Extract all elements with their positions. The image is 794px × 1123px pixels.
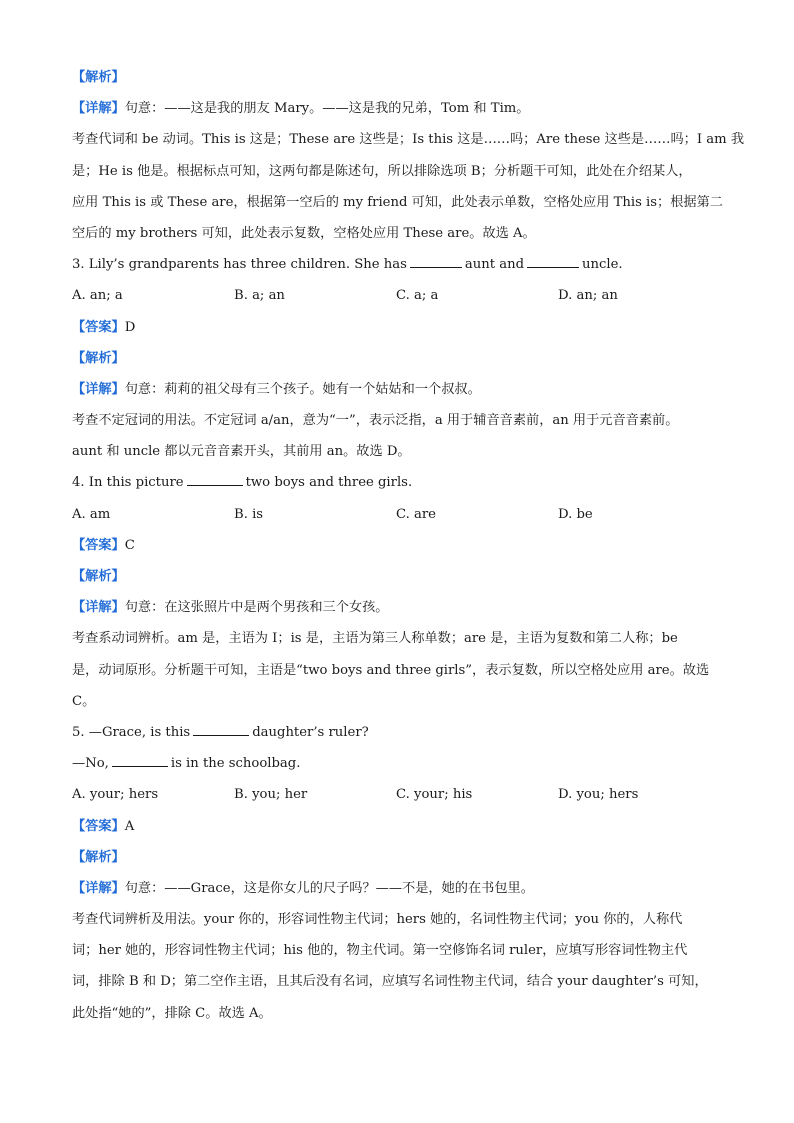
option-a: A. an; a bbox=[72, 288, 123, 304]
answer-tag: 【答案】 bbox=[72, 319, 125, 335]
question-5-stem bbox=[72, 717, 724, 748]
answer-blank bbox=[187, 473, 243, 486]
analysis-heading bbox=[72, 561, 724, 592]
explanation-line: 此处指“她的”，排除 C。故选 A。 bbox=[72, 1005, 272, 1021]
answer-blank bbox=[527, 255, 579, 268]
explanation-line: 考查不定冠词的用法。不定冠词 a/an，意为“一”，表示泛指，a 用于辅音音素前，an 用于元音音素前。 bbox=[72, 413, 679, 429]
question-5-options bbox=[72, 779, 724, 810]
question-text: 3. Lily’s grandparents has three children. She has bbox=[72, 257, 407, 273]
answer-value: D bbox=[124, 319, 136, 335]
option-d: D. be bbox=[558, 506, 593, 522]
answer-tag: 【答案】 bbox=[72, 818, 125, 834]
explanation-line: 是；He is 他是。根据标点可知，这两句都是陈述句，所以排除选项 B；分析题干可知，此处在介绍某人， bbox=[72, 163, 692, 179]
option-d: D. an; an bbox=[558, 288, 618, 304]
answer-line bbox=[72, 811, 724, 842]
explanation-line: 考查代词和 be 动词。This is 这是；These are 这些是；Is this 这是……吗；Are these 这些是……吗；I am 我 bbox=[72, 132, 745, 148]
detail-text: 句意：——这是我的朋友 Mary。——这是我的兄弟，Tom 和 Tim。 bbox=[124, 101, 530, 117]
analysis-tag: 【解析】 bbox=[72, 569, 125, 584]
analysis-heading bbox=[72, 343, 724, 374]
option-a: A. am bbox=[72, 506, 111, 522]
explanation-line: aunt 和 uncle 都以元音音素开头，其前用 an。故选 D。 bbox=[72, 444, 411, 460]
explanation-line: 考查代词辨析及用法。your 你的，形容词性物主代词；hers 她的，名词性物主代词；you 你的，人称代 bbox=[72, 912, 683, 928]
question-text: —No, bbox=[72, 756, 109, 772]
question-text: two boys and three girls. bbox=[245, 475, 413, 491]
document-page bbox=[72, 62, 745, 1029]
answer-value: A bbox=[124, 818, 135, 834]
detail-text: 句意：在这张照片中是两个男孩和三个女孩。 bbox=[124, 600, 389, 616]
detail-line bbox=[72, 873, 724, 904]
option-c: C. your; his bbox=[396, 787, 473, 803]
question-4-options bbox=[72, 499, 724, 530]
answer-line bbox=[72, 312, 724, 343]
analysis-tag: 【解析】 bbox=[72, 849, 125, 865]
question-text: 5. —Grace, is this bbox=[72, 724, 191, 740]
explanation-line: 是，动词原形。分析题干可知，主语是“two boys and three girls”，表示复数，所以空格处应用 are。故选 bbox=[72, 662, 710, 678]
option-b: B. a; an bbox=[234, 288, 285, 304]
analysis-tag: 【解析】 bbox=[72, 70, 125, 85]
detail-tag: 【详解】 bbox=[72, 880, 125, 896]
analysis-tag: 【解析】 bbox=[72, 350, 125, 366]
answer-value: C bbox=[124, 537, 135, 553]
question-text: daughter’s ruler? bbox=[252, 724, 369, 740]
detail-tag: 【详解】 bbox=[72, 600, 125, 616]
answer-line bbox=[72, 530, 724, 561]
question-text: 4. In this picture bbox=[72, 475, 184, 491]
question-text: uncle. bbox=[582, 257, 623, 273]
detail-text: 句意：莉莉的祖父母有三个孩子。她有一个姑姑和一个叔叔。 bbox=[124, 381, 481, 397]
detail-text: 句意：——Grace，这是你女儿的尺子吗？——不是，她的在书包里。 bbox=[124, 880, 534, 896]
answer-blank bbox=[112, 754, 168, 767]
analysis-heading bbox=[72, 842, 724, 873]
option-b: B. is bbox=[234, 506, 264, 522]
question-3-stem bbox=[72, 249, 724, 280]
detail-line bbox=[72, 592, 724, 623]
explanation-line: 空后的 my brothers 可知，此处表示复数，空格处应用 These are。故选 A。 bbox=[72, 225, 536, 241]
detail-tag: 【详解】 bbox=[72, 381, 125, 397]
answer-blank bbox=[410, 255, 462, 268]
question-4-stem bbox=[72, 467, 724, 498]
question-text: aunt and bbox=[464, 257, 525, 273]
explanation-line: 应用 This is 或 These are，根据第一空后的 my friend 可知，此处表示单数，空格处应用 This is；根据第二 bbox=[72, 194, 723, 210]
explanation-line: 词；her 她的，形容词性物主代词；his 他的，物主代词。第一空修饰名词 ruler，应填写形容词性物主代 bbox=[72, 943, 688, 959]
option-c: C. a; a bbox=[396, 288, 439, 304]
question-5-response bbox=[72, 748, 724, 779]
analysis-heading bbox=[72, 62, 724, 93]
option-b: B. you; her bbox=[234, 787, 308, 803]
detail-tag: 【详解】 bbox=[72, 101, 125, 117]
explanation-line: 考查系动词辨析。am 是，主语为 I；is 是，主语为第三人称单数；are 是，主语为复数和第二人称；be bbox=[72, 631, 678, 647]
answer-tag: 【答案】 bbox=[72, 537, 125, 553]
explanation-line: C。 bbox=[72, 693, 96, 709]
explanation-line: 词，排除 B 和 D；第二空作主语，且其后没有名词，应填写名词性物主代词，结合 your daughter’s 可知， bbox=[72, 974, 708, 990]
detail-line bbox=[72, 93, 724, 124]
option-a: A. your; hers bbox=[72, 787, 159, 803]
option-d: D. you; hers bbox=[558, 787, 639, 803]
detail-line bbox=[72, 374, 724, 405]
question-3-options bbox=[72, 280, 724, 311]
answer-blank bbox=[193, 723, 249, 736]
option-c: C. are bbox=[396, 506, 436, 522]
question-text: is in the schoolbag. bbox=[170, 756, 301, 772]
